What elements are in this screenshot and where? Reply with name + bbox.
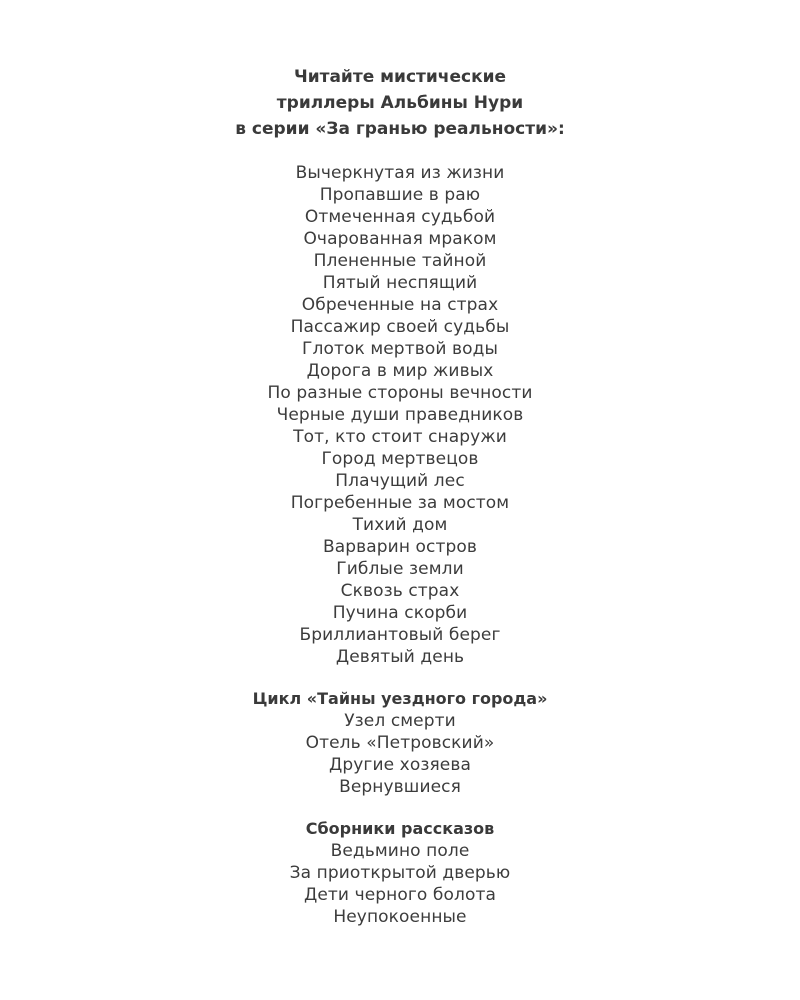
book-list-page xyxy=(0,64,800,928)
book-title: Дорога в мир живых xyxy=(306,361,494,381)
book-title: Погребенные за мостом xyxy=(290,493,510,513)
cycle-list xyxy=(0,710,800,798)
book-title: Черные души праведников xyxy=(276,405,524,425)
book-title: Вычеркнутая из жизни xyxy=(295,163,505,183)
book-title: Ведьмино поле xyxy=(330,841,470,861)
book-title: Варварин остров xyxy=(322,537,478,557)
main-series-list xyxy=(0,162,800,668)
book-title: Дети черного болота xyxy=(303,885,496,905)
book-title: Бриллиантовый берег xyxy=(299,625,501,645)
book-title: Вернувшиеся xyxy=(339,777,461,797)
book-title: Очарованная мраком xyxy=(303,229,497,249)
book-title: Тихий дом xyxy=(352,515,448,535)
book-title: Пропавшие в раю xyxy=(319,185,481,205)
heading-line-2: триллеры Альбины Нури xyxy=(276,93,524,113)
heading-line-1: Читайте мистические xyxy=(293,67,507,87)
book-title: Девятый день xyxy=(335,647,465,667)
book-title: Пучина скорби xyxy=(332,603,468,623)
page-heading xyxy=(0,64,800,142)
heading-line-3: в серии «За гранью реальности»: xyxy=(235,119,565,139)
book-title: Отмеченная судьбой xyxy=(304,207,496,227)
book-title: Узел смерти xyxy=(344,711,456,731)
book-title: По разные стороны вечности xyxy=(267,383,533,403)
book-title: Гиблые земли xyxy=(336,559,464,579)
book-title: Глоток мертвой воды xyxy=(302,339,498,359)
book-title: Пассажир своей судьбы xyxy=(290,317,510,337)
book-title: Плененные тайной xyxy=(313,251,487,271)
cycle-heading: Цикл «Тайны уездного города» xyxy=(252,689,548,708)
book-title: Пятый неспящий xyxy=(322,273,478,293)
book-title: Плачущий лес xyxy=(335,471,465,491)
book-title: Отель «Петровский» xyxy=(305,733,495,753)
book-title: Город мертвецов xyxy=(321,449,479,469)
book-title: Обреченные на страх xyxy=(301,295,499,315)
book-title: Другие хозяева xyxy=(329,755,471,775)
book-title: Тот, кто стоит снаружи xyxy=(293,427,507,447)
collections-list xyxy=(0,840,800,928)
collections-heading: Сборники рассказов xyxy=(305,819,495,838)
book-title: Сквозь страх xyxy=(340,581,460,601)
book-title: За приоткрытой дверью xyxy=(289,863,511,883)
book-title: Неупокоенные xyxy=(333,907,467,927)
